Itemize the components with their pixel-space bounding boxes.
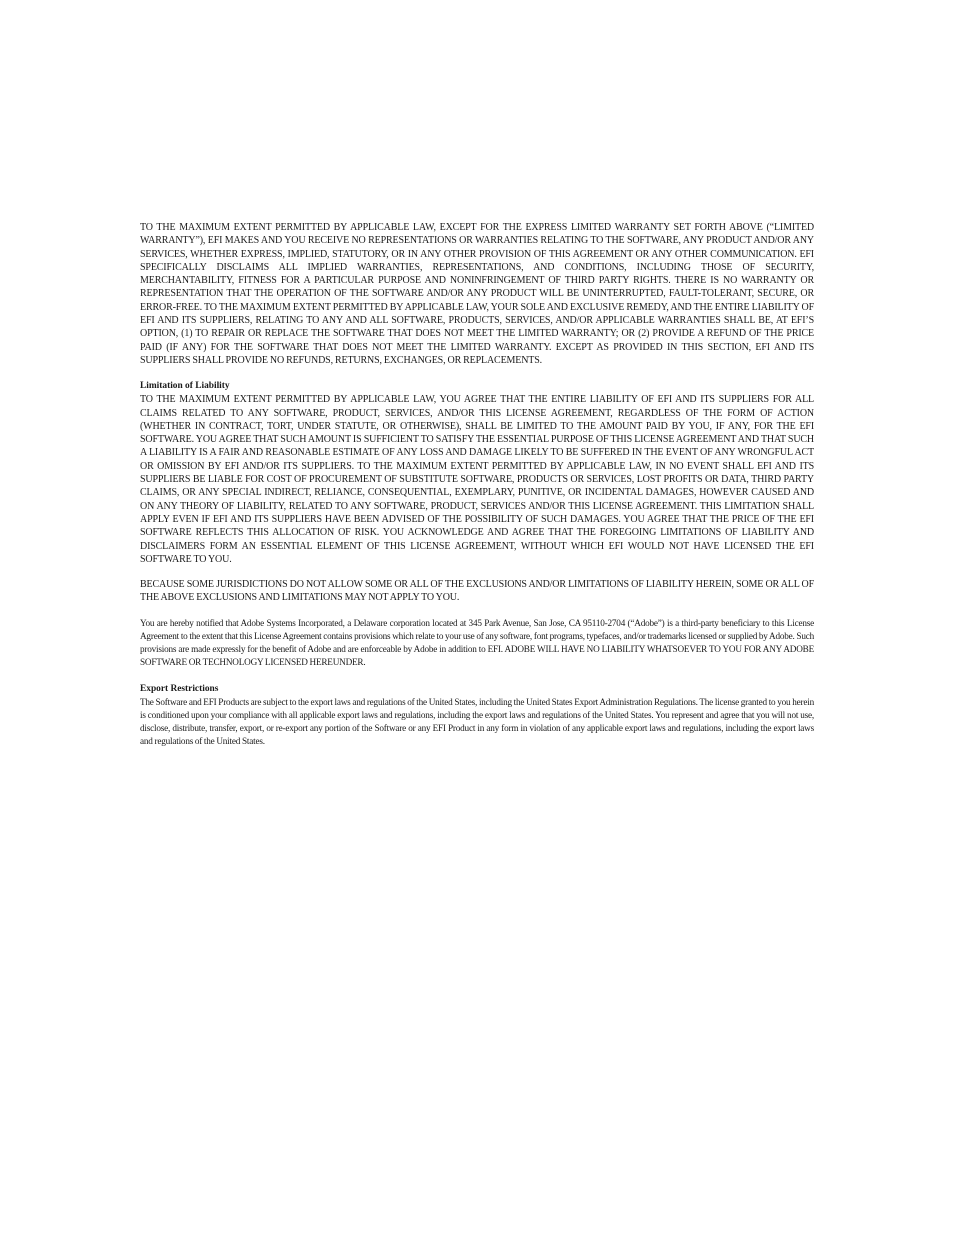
document-page (140, 221, 814, 748)
liability-heading: Limitation of Liability (140, 381, 230, 392)
liability-paragraph: TO THE MAXIMUM EXTENT PERMITTED BY APPLICABLE LAW, YOU AGREE THAT THE ENTIRE LIABILITY OF EFI AND ITS SUPPLIERS FOR ALL CLAIMS RELATED TO ANY SOFTWARE, PRODUCT, SERVICES, AND/OR THIS LICENSE AGREEMENT, REGARDLESS OF THE FORM OF ACTION (WHETHER IN CONTRACT, TORT, UNDER STATUTE, OR OTHERWISE), SHALL BE LIMITED TO THE AMOUNT PAID BY YOU, IF ANY, FOR THE EFI SOFTWARE. YOU AGREE THAT SUCH AMOUNT IS SUFFICIENT TO SATISFY THE ESSENTIAL PURPOSE OF THIS LICENSE AGREEMENT AND THAT SUCH A LIABILITY IS A FAIR AND REASONABLE ESTIMATE OF ANY LOSS AND DAMAGE LIKELY TO BE SUFFERED IN THE EVENT OF ANY WRONGFUL ACT OR OMISSION BY EFI AND/OR ITS SUPPLIERS. TO THE MAXIMUM EXTENT PERMITTED BY APPLICABLE LAW, IN NO EVENT SHALL EFI AND ITS SUPPLIERS BE LIABLE FOR COST OF PROCUREMENT OF SUBSTITUTE SOFTWARE, PRODUCTS OR SERVICES, LOST PROFITS OR DATA, THIRD PARTY CLAIMS, OR ANY SPECIAL INDIRECT, RELIANCE, CONSEQUENTIAL, EXEMPLARY, PUNITIVE, OR INCIDENTAL DAMAGES, HOWEVER CAUSED AND ON ANY THEORY OF LIABILITY, RELATED TO ANY SOFTWARE, PRODUCT, SERVICES AND/OR THIS LICENSE AGREEMENT. THIS LIMITATION SHALL APPLY EVEN IF EFI AND ITS SUPPLIERS HAVE BEEN ADVISED OF THE POSSIBILITY OF SUCH DAMAGES. YOU AGREE THAT THE PRICE OF THE EFI SOFTWARE REFLECTS THIS ALLOCATION OF RISK. YOU ACKNOWLEDGE AND AGREE THAT THE FOREGOING LIMITATIONS OF LIABILITY AND DISCLAIMERS FORM AN ESSENTIAL ELEMENT OF THIS LICENSE AGREEMENT, WITHOUT WHICH EFI WOULD NOT HAVE LICENSED THE EFI SOFTWARE TO YOU. (140, 394, 814, 565)
warranty-disclaimer-paragraph: TO THE MAXIMUM EXTENT PERMITTED BY APPLICABLE LAW, EXCEPT FOR THE EXPRESS LIMITED WARRANTY SET FORTH ABOVE (“LIMITED WARRANTY”), EFI MAKES AND YOU RECEIVE NO REPRESENTATIONS OR WARRANTIES RELATING TO THE SOFTWARE, ANY PRODUCT AND/OR ANY SERVICES, WHETHER EXPRESS, IMPLIED, STATUTORY, OR IN ANY OTHER PROVISION OF THIS AGREEMENT OR ANY OTHER COMMUNICATION. EFI SPECIFICALLY DISCLAIMS ALL IMPLIED WARRANTIES, REPRESENTATIONS, AND CONDITIONS, INCLUDING THOSE OF SECURITY, MERCHANTABILITY, FITNESS FOR A PARTICULAR PURPOSE AND NONINFRINGEMENT OF THIRD PARTY RIGHTS. THERE IS NO WARRANTY OR REPRESENTATION THAT THE OPERATION OF THE SOFTWARE AND/OR ANY PRODUCT WILL BE UNINTERRUPTED, FAULT-TOLERANT, SECURE, OR ERROR-FREE. TO THE MAXIMUM EXTENT PERMITTED BY APPLICABLE LAW, YOUR SOLE AND EXCLUSIVE REMEDY, AND THE ENTIRE LIABILITY OF EFI AND ITS SUPPLIERS, RELATING TO ANY AND ALL SOFTWARE, PRODUCTS, SERVICES, AND/OR APPLICABLE WARRANTIES SHALL BE, AT EFI’S OPTION, (1) TO REPAIR OR REPLACE THE SOFTWARE THAT DOES NOT MEET THE LIMITED WARRANTY; OR (2) PROVIDE A REFUND OF THE PRICE PAID (IF ANY) FOR THE SOFTWARE THAT DOES NOT MEET THE LIMITED WARRANTY. EXCEPT AS PROVIDED IN THIS SECTION, EFI AND ITS SUPPLIERS SHALL PROVIDE NO REFUNDS, RETURNS, EXCHANGES, OR REPLACEMENTS. (140, 222, 814, 366)
adobe-notice-paragraph: You are hereby notified that Adobe Systems Incorporated, a Delaware corporation located at 345 Park Avenue, San Jose, CA 95110-2704 (“Adobe”) is a third-party beneficiary to this License Agreement to the extent that this License Agreement contains provisions which relate to your use of any software, font programs, typefaces, and/or trademarks licensed or supplied by Adobe. Such provisions are made expressly for the benefit of Adobe and are enforceable by Adobe in addition to EFI. ADOBE WILL HAVE NO LIABILITY WHATSOEVER TO YOU FOR ANY ADOBE SOFTWARE OR TECHNOLOGY LICENSED HEREUNDER. (140, 617, 814, 668)
jurisdiction-paragraph: BECAUSE SOME JURISDICTIONS DO NOT ALLOW SOME OR ALL OF THE EXCLUSIONS AND/OR LIMITATIONS OF LIABILITY HEREIN, SOME OR ALL OF THE ABOVE EXCLUSIONS AND LIMITATIONS MAY NOT APPLY TO YOU. (140, 579, 814, 604)
export-heading: Export Restrictions (140, 683, 219, 694)
export-paragraph: The Software and EFI Products are subject to the export laws and regulations of the United States, including the United States Export Administration Regulations. The license granted to you herein is conditioned upon your compliance with all applicable export laws and regulations, including the export laws and regulations of the United States. You represent and agree that you will not use, disclose, distribute, transfer, export, or re-export any portion of the Software or any EFI Product in any form in violation of any applicable export laws and regulations, including the export laws and regulations of the United States. (140, 696, 814, 747)
